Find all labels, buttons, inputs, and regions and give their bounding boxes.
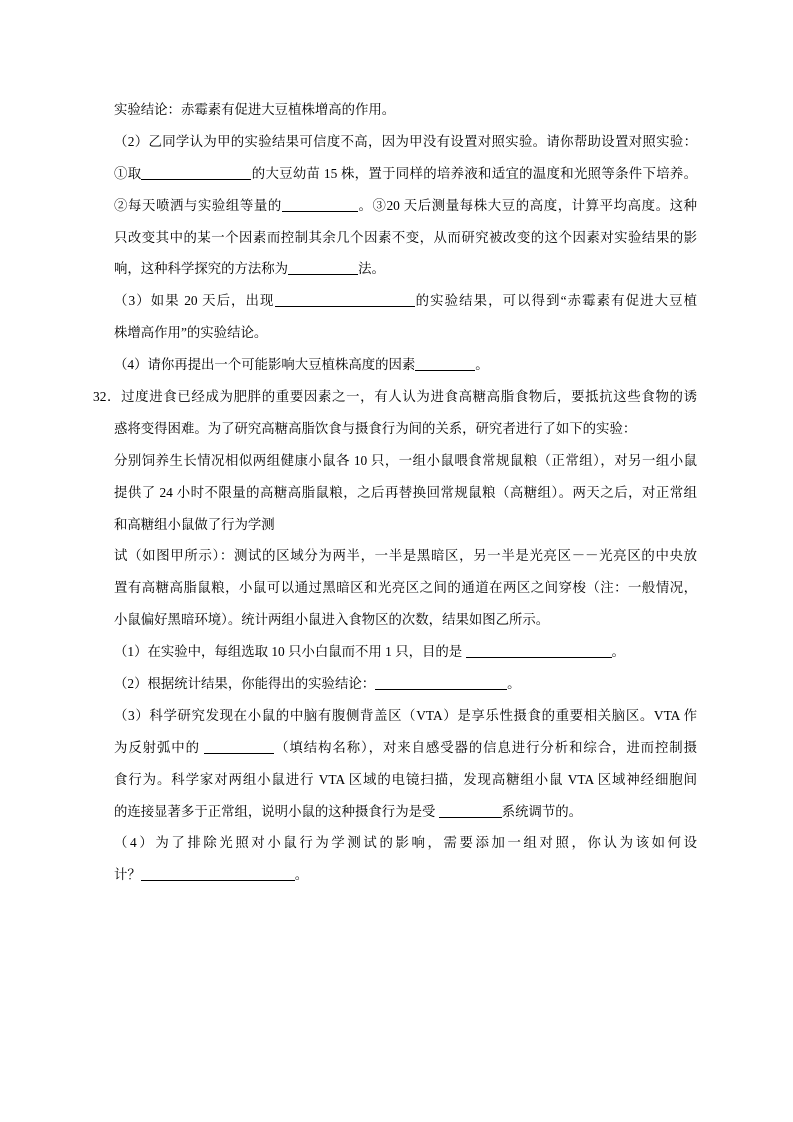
q32-stem-text: 置有高糖高脂鼠粮，小鼠可以通过黑暗区和光亮区之间的通道在两区之间穿梭（注：一般情况， [114,580,697,596]
text-line [114,732,697,764]
q31-part2-method-text: 响，这种科学探究的方法称为 [114,261,289,277]
text-line [114,636,697,668]
q32-stem-text: 和高糖组小鼠做了行为学测 [114,516,275,532]
q32-part4-text: （4）为了排除光照对小鼠行为学测试的影响，需要添加一组对照，你认为该如何设 [114,835,697,851]
text-line [114,509,697,541]
q32-stem-text: 分别饲养生长情况相似两组健康小鼠各 10 只，一组小鼠喂食常规鼠粮（正常组），对另一组小鼠 [114,452,697,468]
q32-part3-text: 的连接显著多于正常组，说明小鼠的这种摄食行为是受 [114,803,439,819]
answer-blank [282,199,358,212]
text-line [114,190,697,222]
text-line [114,540,697,572]
text-line [114,572,697,604]
text-line [114,700,697,732]
exam-page [0,94,793,891]
q32-part3-text: 系统调节的。 [501,803,583,819]
answer-blank [141,868,295,881]
q31-part3-text: 的实验结果，可以得到“赤霉素有促进大豆植 [414,293,697,309]
q32-stem-text: 小鼠偏好黑暗环境）。统计两组小鼠进入食物区的次数，结果如图乙所示。 [114,612,550,628]
q32-part1-text: 。 [611,644,625,660]
answer-blank [466,645,612,658]
text-line [114,668,697,700]
q31-part2-method-text: 法。 [358,261,385,277]
answer-blank [275,294,415,307]
text-line [114,604,697,636]
text-line [114,317,697,349]
text-line [114,126,697,158]
q32-stem-text: 惑将变得困难。为了研究高糖高脂饮食与摄食行为间的关系，研究者进行了如下的实验： [114,420,637,436]
q31-part2-step2-text: ②每天喷洒与实验组等量的 [114,197,282,213]
q31-part3-text: 株增高作用”的实验结论。 [114,325,268,341]
answer-blank [439,805,502,818]
q32-part3-text: 为反射弧中的 [114,739,205,755]
text-line [114,859,697,891]
q32-part3-text: （填结构名称），对来自感受器的信息进行分析和综合，进而控制摄 [274,739,697,755]
q32-part1-text: （1）在实验中，每组选取 10 只小白鼠而不用 1 只，目的是 [114,644,466,660]
q32-part3-text: （3）科学研究发现在小鼠的中脑有腹侧背盖区（VTA）是享乐性摄食的重要相关脑区。VTA 作 [114,707,697,723]
answer-blank [415,358,475,371]
q32-part4-text: 。 [294,867,309,883]
text-line [114,94,697,126]
q32-stem-text: 提供了 24 小时不限量的高糖高脂鼠粮，之后再替换回常规鼠粮（高糖组）。两天之后，对正常组 [114,484,697,500]
q32-part2-text: 。 [507,676,521,692]
answer-blank [288,262,358,275]
text-line [114,445,697,477]
text-line [114,285,697,317]
text-line [114,158,697,190]
text-line [114,413,697,445]
q32-part3-text: 食行为。科学家对两组小鼠进行 VTA 区域的电镜扫描，发现高糖组小鼠 VTA 区域神经细胞间 [114,771,697,787]
q31-part2-step1-text: 的大豆幼苗 15 株，置于同样的培养液和适宜的温度和光照等条件下培养。 [251,165,698,181]
q32-stem-text: 试（如图甲所示）：测试的区域分为两半，一半是黑暗区，另一半是光亮区－－光亮区的中央放 [114,548,697,564]
text-line [114,477,697,509]
q31-part2-step2-text: 。③20 天后测量每株大豆的高度，计算平均高度。这种 [357,197,697,213]
text-line [114,827,697,859]
text-line [114,796,697,828]
q32-stem-text: 过度进食已经成为肥胖的重要因素之一，有人认为进食高糖高脂食物后，要抵抗这些食物的诱 [121,389,697,405]
text-line [114,764,697,796]
text-line [114,349,697,381]
text-line [93,381,697,413]
q31-part4-text: 。 [475,357,489,373]
q32-part4-text: 计？ [114,867,141,883]
q31-experiment-conclusion: 实验结论：赤霉素有促进大豆植株增高的作用。 [114,102,396,117]
text-line [114,222,697,254]
text-line [114,253,697,285]
q31-part3-text: （3）如果 20 天后，出现 [114,293,275,309]
answer-blank [375,677,507,690]
q31-part2-method-text: 只改变其中的某一个因素而控制其余几个因素不变，从而研究被改变的这个因素对实验结果的影 [114,229,697,245]
answer-blank [204,741,274,754]
q32-question-number: 32． [93,389,122,405]
answer-blank [141,167,251,180]
q32-part2-text: （2）根据统计结果，你能得出的实验结论： [114,676,376,692]
q31-part4-text: （4）请你再提出一个可能影响大豆植株高度的因素 [114,357,416,373]
q31-part2-intro: （2）乙同学认为甲的实验结果可信度不高，因为甲没有设置对照实验。请你帮助设置对照实验： [114,133,697,149]
q31-part2-step1-text: ①取 [114,165,142,181]
